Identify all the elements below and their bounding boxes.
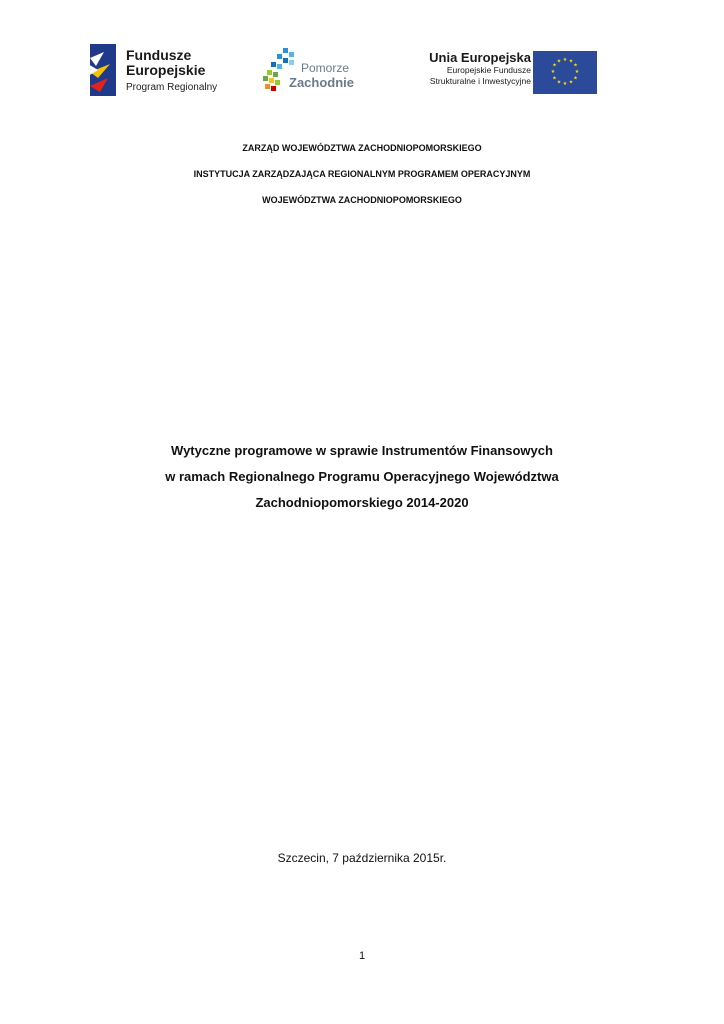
svg-text:★: ★ <box>562 81 568 87</box>
unia-sub-line2: Strukturalne i Inwestycyjne <box>429 76 531 86</box>
fundusze-title <box>126 48 205 78</box>
document-title <box>0 438 724 516</box>
svg-text:★: ★ <box>574 69 580 75</box>
fundusze-title-line1: Fundusze <box>126 47 192 63</box>
pomorze-line1: Pomorze <box>301 61 350 75</box>
header-line-1: ZARZĄD WOJEWÓDZTWA ZACHODNIOPOMORSKIEGO <box>242 143 482 153</box>
logo-bar <box>86 40 598 100</box>
svg-text:★: ★ <box>550 69 556 75</box>
unia-title: Unia Europejska <box>429 50 531 65</box>
institution-header <box>0 143 724 221</box>
svg-text:★: ★ <box>556 58 562 65</box>
pomorze-line2: Zachodnie <box>289 75 355 90</box>
fundusze-title-line2: Europejskie <box>126 62 206 78</box>
fundusze-europejskie-logo-icon <box>86 42 120 98</box>
svg-text:★: ★ <box>552 75 557 82</box>
fundusze-europejskie-logo <box>86 42 236 98</box>
pomorze-zachodnie-logo <box>261 46 371 96</box>
page-number: 1 <box>358 950 366 962</box>
title-line-1: Wytyczne programowe w sprawie Instrumentów Finansowych <box>171 443 553 458</box>
unia-europejska-logo <box>411 50 531 94</box>
svg-text:★: ★ <box>556 79 562 86</box>
svg-text:★: ★ <box>568 79 574 86</box>
svg-text:★: ★ <box>552 62 557 69</box>
eu-flag-icon <box>533 51 597 94</box>
title-line-3: Zachodniopomorskiego 2014-2020 <box>255 495 469 510</box>
unia-sub-line1: Europejskie Fundusze <box>446 65 531 75</box>
place-date: Szczecin, 7 października 2015r. <box>277 851 447 865</box>
header-line-2: INSTYTUCJA ZARZĄDZAJĄCA REGIONALNYM PROGRAMEM OPERACYJNYM <box>193 169 531 179</box>
svg-text:★: ★ <box>568 58 574 65</box>
title-line-2: w ramach Regionalnego Programu Operacyjnego Województwa <box>165 469 559 484</box>
fundusze-subtitle: Program Regionalny <box>126 82 218 93</box>
svg-text:★: ★ <box>573 75 578 82</box>
svg-text:★: ★ <box>562 57 568 63</box>
svg-text:★: ★ <box>573 62 578 69</box>
header-line-3: WOJEWÓDZTWA ZACHODNIOPOMORSKIEGO <box>262 195 462 205</box>
